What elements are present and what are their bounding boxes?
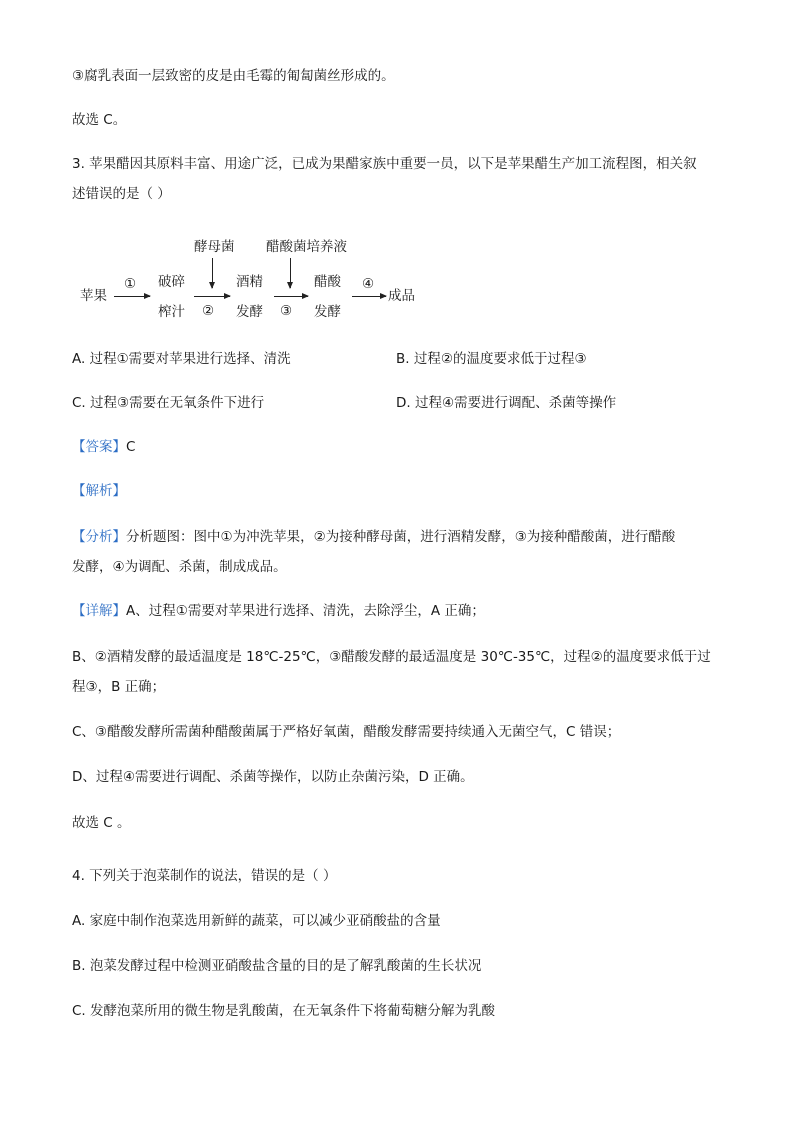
label-juice: 榨汁 xyxy=(158,304,185,320)
text-line: 故选 C。 xyxy=(72,112,127,128)
xiangjie-text-b-cont: 程③，B 正确； xyxy=(72,679,166,695)
xiangjie-line xyxy=(72,601,485,621)
process-flow-diagram xyxy=(72,232,432,332)
xiangjie-text-b: B、②酒精发酵的最适温度是 18℃-25℃，③醋酸发酵的最适温度是 30℃-35℃，过程②的温度要求低于过 xyxy=(72,649,711,665)
fenxi-line xyxy=(72,527,675,547)
arrow-down xyxy=(290,258,291,288)
question-4-option-b: B. 泡菜发酵过程中检测亚硝酸盐含量的目的是了解乳酸菌的生长状况 xyxy=(72,958,482,974)
label-step3: ③ xyxy=(280,303,293,319)
fenxi-text: 分析题图：图中①为冲洗苹果，②为接种酵母菌，进行酒精发酵，③为接种醋酸菌，进行醋酸 xyxy=(126,529,676,545)
arrow-down xyxy=(212,258,213,288)
label-step4: ④ xyxy=(362,276,375,292)
conclusion-line: 故选 C 。 xyxy=(72,815,131,831)
arrow-right xyxy=(114,296,150,297)
label-yeast: 酵母菌 xyxy=(194,239,235,255)
xiangjie-text-c: C、③醋酸发酵所需菌种醋酸菌属于严格好氧菌，醋酸发酵需要持续通入无菌空气，C 错误； xyxy=(72,724,621,740)
fenxi-tag: 【分析】 xyxy=(72,529,126,545)
label-ferment2: 发酵 xyxy=(314,304,341,320)
arrow-right xyxy=(352,296,386,297)
label-alcohol: 酒精 xyxy=(236,274,263,290)
answer-line xyxy=(72,437,135,457)
fenxi-text-cont: 发酵，④为调配、杀菌，制成成品。 xyxy=(72,559,287,575)
question-4-option-c: C. 发酵泡菜所用的微生物是乳酸菌，在无氧条件下将葡萄糖分解为乳酸 xyxy=(72,1003,496,1019)
label-product: 成品 xyxy=(388,288,415,304)
label-acetobacter: 醋酸菌培养液 xyxy=(266,239,347,255)
arrow-right xyxy=(194,296,230,297)
label-apple: 苹果 xyxy=(80,288,107,304)
question-3-stem: 3. 苹果醋因其原料丰富、用途广泛，已成为果醋家族中重要一员，以下是苹果醋生产加工流程图，相关叙 xyxy=(72,156,697,172)
option-a: A. 过程①需要对苹果进行选择、清洗 xyxy=(72,351,291,367)
question-4-option-a: A. 家庭中制作泡菜选用新鲜的蔬菜，可以减少亚硝酸盐的含量 xyxy=(72,913,441,929)
question-4-stem: 4. 下列关于泡菜制作的说法，错误的是（ ） xyxy=(72,868,337,884)
xiangjie-text-d: D、过程④需要进行调配、杀菌等操作，以防止杂菌污染，D 正确。 xyxy=(72,769,474,785)
xiangjie-tag: 【详解】 xyxy=(72,603,126,619)
label-step2: ② xyxy=(202,303,215,319)
xiangjie-text-a: A、过程①需要对苹果进行选择、清洗，去除浮尘，A 正确； xyxy=(126,603,485,619)
analysis-tag: 【解析】 xyxy=(72,483,126,499)
option-c: C. 过程③需要在无氧条件下进行 xyxy=(72,395,265,411)
text-line: ③腐乳表面一层致密的皮是由毛霉的匍匐菌丝形成的。 xyxy=(72,68,395,84)
label-crush: 破碎 xyxy=(158,274,185,290)
label-ferment1: 发酵 xyxy=(236,304,263,320)
option-d: D. 过程④需要进行调配、杀菌等操作 xyxy=(396,395,617,411)
label-step1: ① xyxy=(124,276,137,292)
answer-value: C xyxy=(126,439,136,455)
question-3-stem-cont: 述错误的是（ ） xyxy=(72,186,171,202)
analysis-line xyxy=(72,481,126,501)
label-acetic: 醋酸 xyxy=(314,274,341,290)
arrow-right xyxy=(274,296,308,297)
option-b: B. 过程②的温度要求低于过程③ xyxy=(396,351,587,367)
answer-tag: 【答案】 xyxy=(72,439,126,455)
